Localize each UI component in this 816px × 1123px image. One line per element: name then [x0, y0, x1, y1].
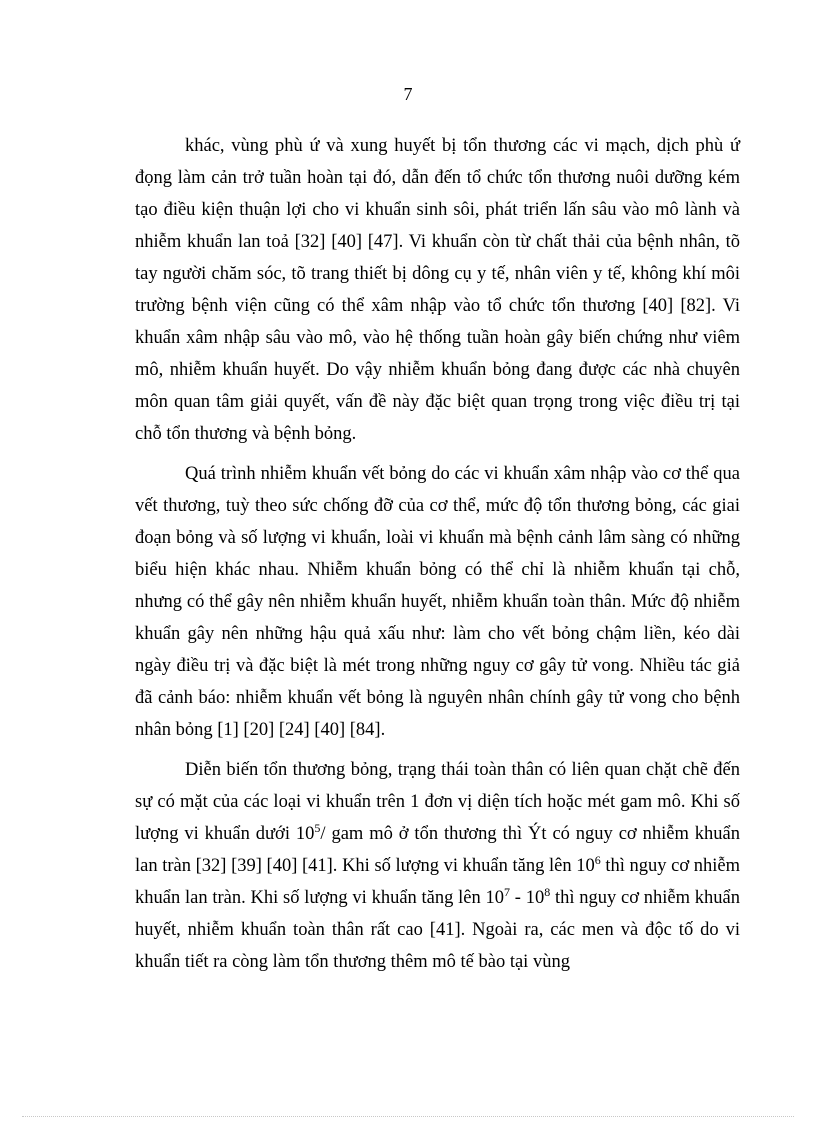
page-bottom-divider	[22, 1116, 794, 1117]
text-run: / gam mô ở tổn thương thì Ýt có nguy cơ nhiễm khuẩn lan tràn [32] [39] [40] [41]. Khi số lượng vi khuẩn tăng lên 10	[135, 824, 740, 876]
text-run: thì nguy cơ nhiễm khuẩn lan tràn. Khi số lượng vi khuẩn tăng lên 10	[135, 856, 740, 908]
paragraph-2	[135, 458, 740, 746]
paragraph-3	[135, 754, 740, 978]
page-number: 7	[403, 84, 413, 104]
text-run: thì nguy cơ nhiễm khuẩn huyết, nhiễm khuẩn toàn thân rất cao [41]. Ngoài ra, các men và độc tố do vi khuẩn tiết ra còng làm tổn thương thêm mô tế bào tại vùng	[135, 888, 740, 972]
text-run: khác, vùng phù ứ và xung huyết bị tổn thương các vi mạch, dịch phù ứ đọng làm cản trở tuần hoàn tại đó, dẫn đến tổ chức tổn thương nuôi dưỡng kém tạo điều kiện thuận lợi cho vi khuẩn sinh sôi, phát triển lấn sâu vào mô lành và nhiễm khuẩn lan toả [32] [40] [47]. Vi khuẩn còn từ chất thải của bệnh nhân, tõ tay người chăm sóc, tõ trang thiết bị dông cụ y tế, nhân viên y tế, không khí môi trường bệnh viện cũng có thể xâm nhập vào tổ chức tổn thương [40] [82]. Vi khuẩn xâm nhập sâu vào mô, vào hệ thống tuần hoàn gây biến chứng như viêm mô, nhiễm khuẩn huyết. Do vậy nhiễm khuẩn bỏng đang được các nhà chuyên môn quan tâm giải quyết, vấn đề này đặc biệt quan trọng trong việc điều trị tại chỗ tổn thương và bệnh bỏng.	[135, 136, 740, 444]
text-run: Quá trình nhiễm khuẩn vết bỏng do các vi khuẩn xâm nhập vào cơ thể qua vết thương, tuỳ theo sức chống đỡ của cơ thể, mức độ tổn thương bỏng, các giai đoạn bỏng và số lượng vi khuẩn, loài vi khuẩn mà bệnh cảnh lâm sàng có những biểu hiện khác nhau. Nhiễm khuẩn bỏng có thể chỉ là nhiễm khuẩn tại chỗ, nhưng có thể gây nên nhiễm khuẩn huyết, nhiễm khuẩn toàn thân. Mức độ nhiễm khuẩn gây nên những hậu quả xấu như: làm cho vết bỏng chậm liền, kéo dài ngày điều trị và đặc biệt là mét trong những nguy cơ gây tử vong. Nhiều tác giả đã cảnh báo: nhiễm khuẩn vết bỏng là nguyên nhân chính gây tử vong cho bệnh nhân bỏng [1] [20] [24] [40] [84].	[135, 464, 740, 740]
text-run: Diễn biến tổn thương bỏng, trạng thái toàn thân có liên quan chặt chẽ đến sự có mặt của các loại vi khuẩn trên 1 đơn vị diện tích hoặc mét gam mô. Khi số lượng vi khuẩn dưới 10	[135, 760, 740, 844]
superscript-exponent: 8	[544, 884, 551, 899]
paragraph-1	[135, 130, 740, 450]
superscript-exponent: 7	[504, 884, 511, 899]
superscript-exponent: 6	[594, 852, 601, 867]
text-run: - 10	[510, 888, 545, 908]
body-text	[135, 130, 740, 978]
superscript-exponent: 5	[314, 820, 321, 835]
